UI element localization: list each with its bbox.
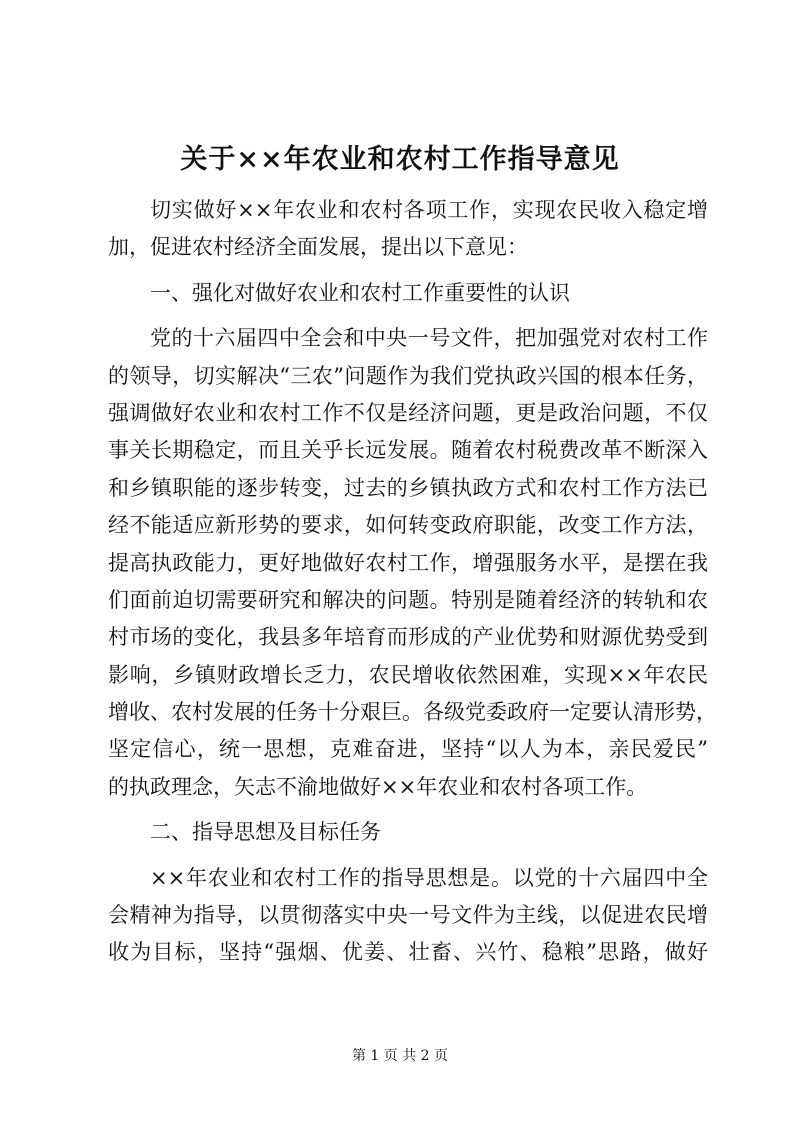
page-title: 关于××年农业和农村工作指导意见 xyxy=(180,144,620,175)
paragraph-line: 收为目标，坚持“强烟、优姜、壮畜、兴竹、稳粮”思路，做好 xyxy=(108,940,708,965)
paragraph-line: 的执政理念，矢志不渝地做好××年农业和农村各项工作。 xyxy=(108,774,648,799)
section-heading: 一、强化对做好农业和农村工作重要性的认识 xyxy=(150,280,570,305)
paragraph-line: 增收、农村发展的任务十分艰巨。各级党委政府一定要认清形势， xyxy=(108,700,717,725)
paragraph-line: 经不能适应新形势的要求，如何转变政府职能，改变工作方法， xyxy=(108,513,708,538)
paragraph-line: 党的十六届四中全会和中央一号文件，把加强党对农村工作 xyxy=(150,326,708,351)
paragraph-line: 强调做好农业和农村工作不仅是经济问题，更是政治问题，不仅 xyxy=(108,400,708,425)
paragraph-line: 的领导，切实解决“三农”问题作为我们党执政兴国的根本任务， xyxy=(108,363,708,388)
paragraph-line: 提高执政能力，更好地做好农村工作，增强服务水平，是摆在我 xyxy=(108,550,708,575)
paragraph-line: 会精神为指导，以贯彻落实中央一号文件为主线，以促进农民增 xyxy=(108,903,708,928)
paragraph-line: 加，促进农村经济全面发展，提出以下意见： xyxy=(108,235,528,260)
document-body xyxy=(108,192,717,972)
paragraph-line: 事关长期稳定，而且关乎长远发展。随着农村税费改革不断深入 xyxy=(108,438,708,463)
page-number: 第 1 页 共 2 页 xyxy=(351,1048,449,1064)
paragraph-line: 影响，乡镇财政增长乏力，农民增收依然困难，实现××年农民 xyxy=(108,662,708,687)
section-heading: 二、指导思想及目标任务 xyxy=(150,820,381,845)
paragraph-line: 和乡镇职能的逐步转变，过去的乡镇执政方式和农村工作方法已 xyxy=(108,475,708,500)
paragraph-line: 切实做好××年农业和农村各项工作，实现农民收入稳定增 xyxy=(150,198,708,222)
paragraph-line: ××年农业和农村工作的指导思想是。以党的十六届四中全 xyxy=(150,865,708,890)
paragraph-line: 们面前迫切需要研究和解决的问题。特别是随着经济的转轨和农 xyxy=(108,587,708,612)
paragraph-line: 村市场的变化，我县多年培育而形成的产业优势和财源优势受到 xyxy=(108,625,708,650)
paragraph-line: 坚定信心，统一思想，克难奋进，坚持“以人为本，亲民爱民” xyxy=(108,737,708,762)
